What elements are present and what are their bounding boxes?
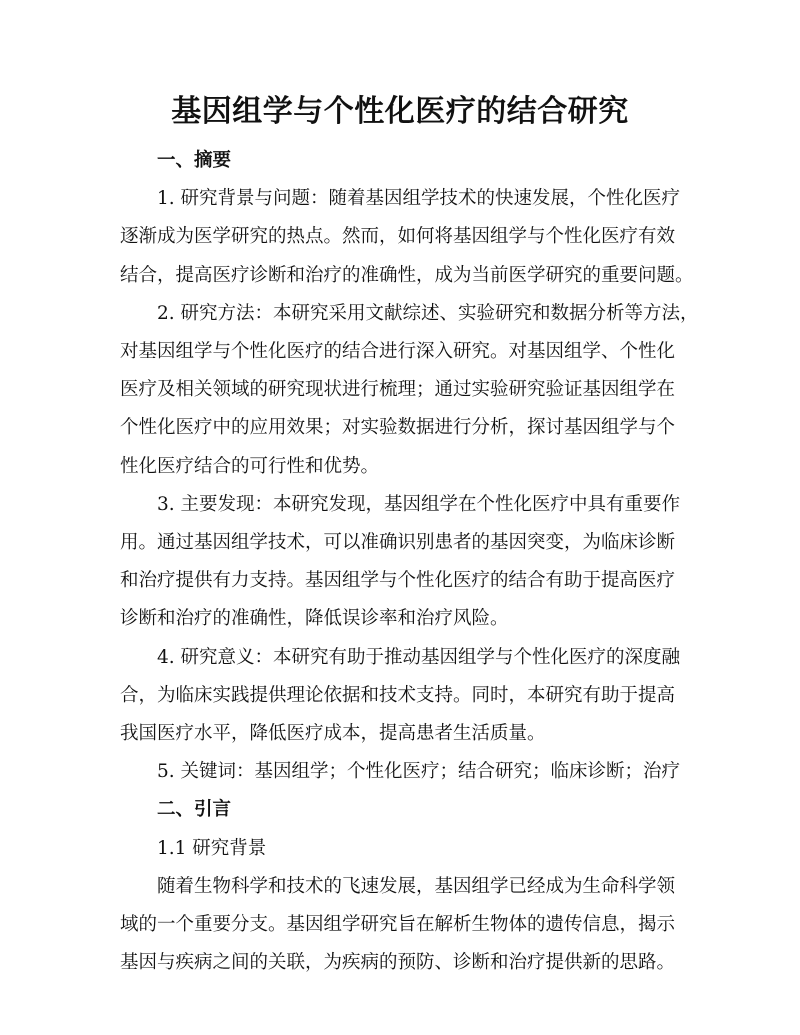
text-line: 1. 研究背景与问题：随着基因组学技术的快速发展，个性化医疗 — [157, 188, 681, 210]
abstract-item-findings — [120, 486, 686, 639]
text-line: 用。通过基因组学技术，可以准确识别患者的基因突变，为临床诊断 — [120, 532, 676, 554]
text-line: 和治疗提供有力支持。基因组学与个性化医疗的结合有助于提高医疗 — [120, 570, 676, 592]
abstract-item-significance — [120, 639, 686, 754]
text-line: 4. 研究意义：本研究有助于推动基因组学与个性化医疗的深度融 — [157, 646, 681, 668]
text-line: 5. 关键词：基因组学；个性化医疗；结合研究；临床诊断；治疗 — [157, 761, 681, 783]
section-heading-abstract: 一、摘要 — [157, 150, 232, 171]
subsection-heading-background: 1.1 研究背景 — [157, 837, 267, 859]
text-line: 我国医疗水平，降低医疗成本，提高患者生活质量。 — [120, 723, 546, 745]
text-line: 2. 研究方法：本研究采用文献综述、实验研究和数据分析等方法， — [157, 302, 699, 324]
intro-paragraph — [120, 868, 686, 983]
section-heading-introduction: 二、引言 — [157, 799, 232, 821]
text-line: 医疗及相关领域的研究现状进行梳理；通过实验研究验证基因组学在 — [120, 379, 676, 401]
text-line: 对基因组学与个性化医疗的结合进行深入研究。对基因组学、个性化 — [120, 341, 676, 363]
text-line: 性化医疗结合的可行性和优势。 — [120, 455, 380, 477]
text-line: 个性化医疗中的应用效果；对实验数据进行分析，探讨基因组学与个 — [120, 417, 676, 439]
document-title: 基因组学与个性化医疗的结合研究 — [171, 94, 629, 129]
text-line: 结合，提高医疗诊断和治疗的准确性，成为当前医学研究的重要问题。 — [120, 264, 694, 286]
text-line: 合，为临床实践提供理论依据和技术支持。同时，本研究有助于提高 — [120, 684, 676, 706]
text-line: 诊断和治疗的准确性，降低误诊率和治疗风险。 — [120, 608, 509, 630]
text-line: 基因与疾病之间的关联，为疾病的预防、诊断和治疗提供新的思路。 — [120, 952, 676, 974]
abstract-item-background — [120, 180, 694, 295]
abstract-item-keywords — [120, 753, 686, 791]
document-body — [120, 142, 699, 982]
text-line: 随着生物科学和技术的飞速发展，基因组学已经成为生命科学领 — [157, 875, 676, 897]
text-line: 3. 主要发现：本研究发现，基因组学在个性化医疗中具有重要作 — [157, 493, 681, 515]
abstract-item-methods — [120, 295, 699, 486]
text-line: 域的一个重要分支。基因组学研究旨在解析生物体的遗传信息，揭示 — [120, 914, 676, 936]
text-line: 逐渐成为医学研究的热点。然而，如何将基因组学与个性化医疗有效 — [120, 226, 676, 248]
